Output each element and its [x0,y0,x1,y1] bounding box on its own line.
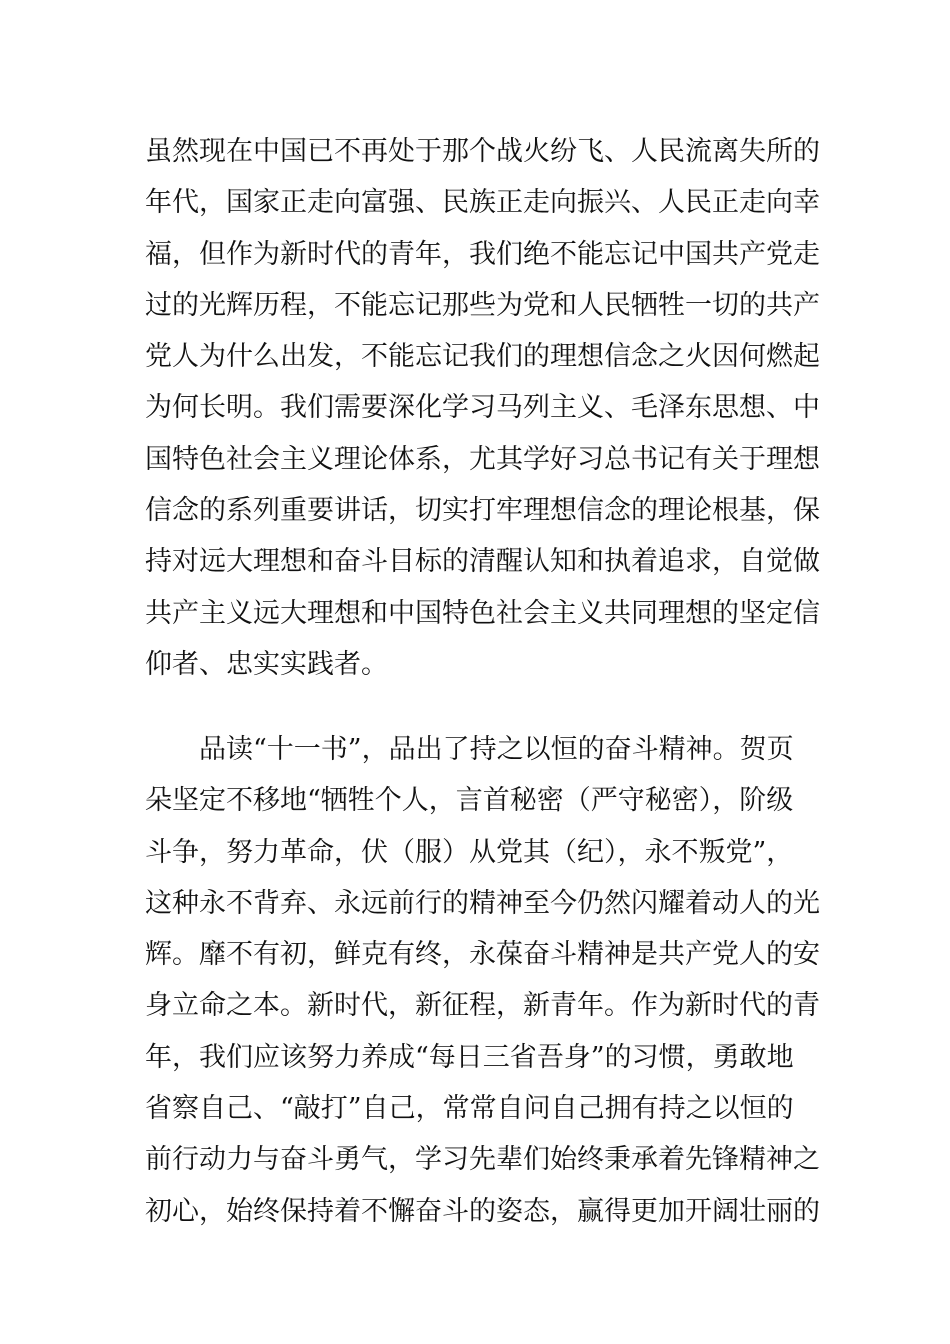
paragraph-line: 国特色社会主义理论体系，尤其学好习总书记有关于理想 [145,443,820,475]
paragraph-line: 省察自己、“敲打”自己，常常自问自己拥有持之以恒的 [145,1093,794,1125]
paragraph-line: 持对远大理想和奋斗目标的清醒认知和执着追求，自觉做 [145,546,820,578]
paragraph-1 [145,126,820,690]
paragraph-line: 朵坚定不移地“牺牲个人，言首秘密（严守秘密），阶级 [145,785,794,817]
paragraph-line: 信念的系列重要讲话，切实打牢理想信念的理论根基，保 [145,495,820,527]
paragraph-line: 过的光辉历程，不能忘记那些为党和人民牺牲一切的共产 [145,289,820,321]
paragraph-line: 身立命之本。新时代，新征程，新青年。作为新时代的青 [145,990,820,1022]
paragraph-line: 共产主义远大理想和中国特色社会主义共同理想的坚定信 [145,597,820,629]
paragraph-first-line: 品读“十一书”，品出了持之以恒的奋斗精神。贺页 [199,734,794,765]
paragraph-line: 斗争，努力革命，伏（服）从党其（纪），永不叛党”， [145,836,794,868]
paragraph-line: 辉。靡不有初，鲜克有终，永葆奋斗精神是共产党人的安 [145,939,820,971]
paragraph-line: 仰者、忠实实践者。 [145,648,388,680]
paragraph-line: 党人为什么出发，不能忘记我们的理想信念之火因何燃起 [145,341,820,373]
paragraph-line: 初心，始终保持着不懈奋斗的姿态，赢得更加开阔壮丽的 [145,1195,820,1227]
paragraph-line: 年，我们应该努力养成“每日三省吾身”的习惯，勇敢地 [145,1041,794,1073]
paragraph-line: 福，但作为新时代的青年，我们绝不能忘记中国共产党走 [145,238,820,270]
paragraph-line: 为何长明。我们需要深化学习马列主义、毛泽东思想、中 [145,392,820,424]
paragraph-2 [145,724,820,1237]
paragraph-line: 虽然现在中国已不再处于那个战火纷飞、人民流离失所的 [145,136,820,167]
paragraph-line: 这种永不背弃、永远前行的精神至今仍然闪耀着动人的光 [145,887,820,919]
paragraph-line: 年代，国家正走向富强、民族正走向振兴、人民正走向幸 [145,187,820,219]
paragraph-line: 前行动力与奋斗勇气，学习先辈们始终秉承着先锋精神之 [145,1144,820,1176]
